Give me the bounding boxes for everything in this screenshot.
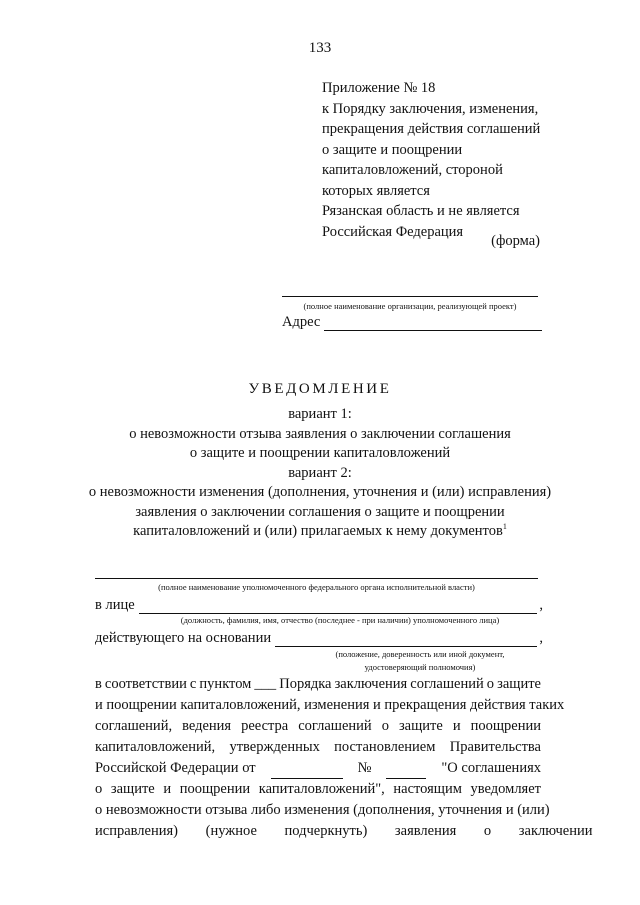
body-line-5-part1: Российской Федерации от — [95, 760, 256, 776]
caption-line: (положение, доверенность или иной документ, — [335, 649, 505, 659]
word: о — [486, 676, 495, 692]
address-row — [282, 314, 542, 331]
variant2-line-text: капиталовложений и (или) прилагаемых к нему документов — [133, 523, 503, 539]
notice-variants — [80, 405, 560, 542]
word: в — [95, 676, 102, 692]
variant2-label: вариант 2: — [288, 464, 352, 481]
word: соглашений — [410, 676, 484, 692]
word: Порядка — [279, 676, 332, 692]
variant2-line: о невозможности изменения (дополнения, уточнения и (или) исправления) — [88, 484, 552, 500]
variant1-line: о невозможности отзыва заявления о заключении соглашения — [129, 425, 511, 442]
federal-body-name-line[interactable] — [95, 578, 538, 579]
decree-number-blank[interactable] — [386, 765, 426, 779]
body-line-2: и поощрении капиталовложений, изменения и прекращения действия таких — [95, 697, 565, 713]
page-number: 133 — [308, 40, 332, 56]
word: с — [189, 676, 197, 692]
appendix-line: о защите и поощрении — [322, 141, 463, 158]
acting-on-basis-label: действующего на основании — [95, 630, 272, 646]
organization-name-caption: (полное наименование организации, реализующей проект) — [303, 301, 517, 311]
appendix-line: Приложение № 18 — [322, 80, 436, 96]
body-line-5 — [95, 758, 541, 779]
acting-on-basis-caption — [300, 648, 540, 674]
word: защите — [497, 676, 541, 692]
form-label: (форма) — [491, 233, 540, 249]
body-line-5-part3: "О соглашениях — [441, 760, 541, 776]
body-line-6: о защите и поощрении капиталовложений", настоящим уведомляет — [95, 781, 541, 797]
word: соответствии — [104, 676, 187, 692]
body-line-3: соглашений, ведения реестра соглашений о защите и поощрении — [95, 718, 541, 734]
variant2-line: заявления о заключении соглашения о защите и поощрении — [135, 503, 505, 520]
appendix-line: капиталовложений, стороной — [322, 162, 503, 178]
word: заключения — [334, 676, 408, 692]
organization-name-line[interactable] — [282, 296, 538, 297]
variant2-line — [80, 522, 560, 542]
acting-on-basis-field[interactable] — [275, 632, 537, 647]
notice-title: УВЕДОМЛЕНИЕ — [248, 381, 392, 397]
represented-by-label: в лице — [95, 597, 135, 613]
comma: , — [539, 630, 543, 646]
acting-on-basis-row — [95, 630, 543, 647]
variant1-label: вариант 1: — [288, 406, 352, 422]
address-field[interactable] — [324, 316, 542, 331]
comma: , — [539, 597, 543, 613]
represented-by-row — [95, 597, 543, 614]
footnote-mark: 1 — [502, 522, 507, 532]
appendix-header — [322, 78, 540, 242]
body-line-7: о невозможности отзыва либо изменения (дополнения, уточнения и (или) — [95, 802, 550, 818]
represented-by-caption: (должность, фамилия, имя, отчество (последнее - при наличии) уполномоченного лица) — [180, 615, 500, 625]
body-line-1 — [95, 674, 541, 695]
clause-number-blank[interactable]: ___ — [254, 676, 277, 692]
appendix-line: Рязанская область и не является — [322, 203, 520, 219]
word: пунктом — [199, 676, 252, 692]
federal-body-caption: (полное наименование уполномоченного федерального органа исполнительной власти) — [158, 582, 475, 592]
appendix-line: к Порядку заключения, изменения, — [322, 100, 539, 117]
decree-date-blank[interactable] — [271, 765, 343, 779]
body-line-8: исправления) (нужное подчеркнуть) заявления о заключении — [95, 823, 593, 839]
body-line-4: капиталовложений, утвержденных постановлением Правительства — [95, 739, 541, 755]
represented-by-field[interactable] — [139, 599, 538, 614]
caption-line: удостоверяющий полномочия) — [364, 662, 476, 672]
appendix-line: которых является — [322, 182, 430, 199]
address-label: Адрес — [282, 314, 321, 330]
variant1-line: о защите и поощрении капиталовложений — [189, 445, 451, 461]
number-sign: № — [357, 760, 372, 776]
appendix-line: прекращения действия соглашений — [322, 121, 541, 137]
appendix-line: Российская Федерация — [322, 223, 464, 240]
body-paragraph — [95, 674, 593, 842]
